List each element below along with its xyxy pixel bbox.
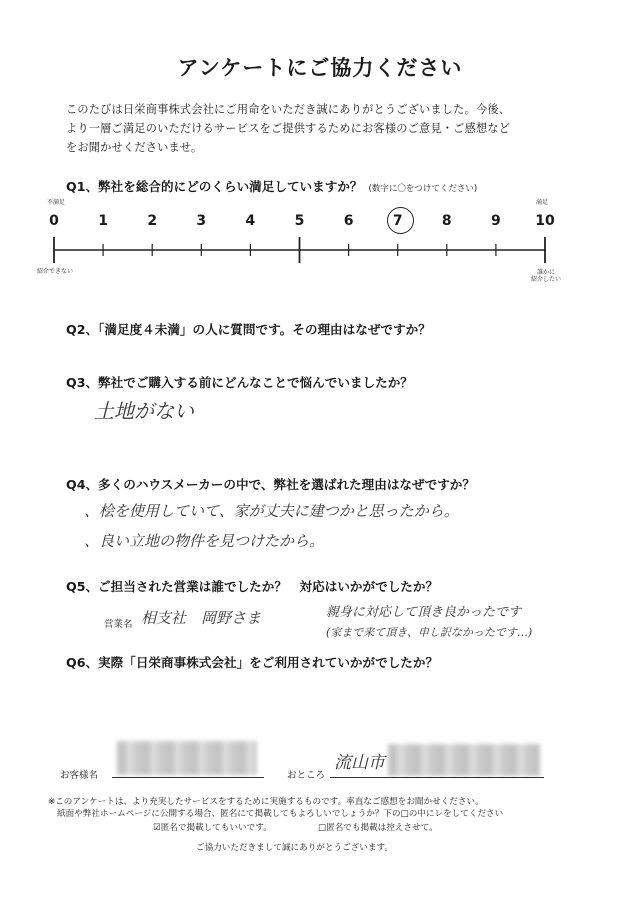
question-6-text: Q6、実際「日栄商事株式会社」をご利用されていかがでしたか？ [66, 655, 439, 670]
anonymous-no-option: □匿名でも掲載は控えさせて。 [318, 823, 438, 833]
scale-number: 10 [535, 213, 555, 229]
question-4-answer: 、良い立地の物件を見つけたから。 [84, 532, 325, 550]
response-answer: 親身に対応して頂き良かったです [326, 605, 522, 620]
customer-name-label: お客様名 [60, 770, 99, 781]
sales-name-label: 営業名 [104, 619, 133, 630]
scale-label-max-top: 満足 [536, 199, 549, 206]
intro-text [66, 100, 566, 157]
scale-number: 7 [392, 213, 403, 229]
question-1-note: (数字に〇をつけてください) [368, 184, 478, 194]
response-answer: (家まで来て頂き、申し訳なかったです…) [326, 626, 533, 639]
intro-line: このたびは日栄商事株式会社にご用命をいただき誠にありがとうございました。今後、 [66, 103, 511, 116]
question-4-text: Q4、多くのハウスメーカーの中で、弊社を選ばれた理由はなぜですか？ [66, 477, 475, 492]
scale-number: 9 [491, 213, 501, 229]
question-5-text: Q5、ご担当された営業は誰でしたか？ 対応はいかがでしたか？ [66, 579, 439, 594]
scale-number: 4 [245, 213, 256, 229]
customer-name-underline [112, 777, 264, 778]
scale-number: 2 [147, 213, 158, 229]
scale-number: 1 [98, 213, 108, 229]
satisfaction-scale-line [0, 235, 640, 265]
footnote-line-1: ※このアンケートは、より充実したサービスをするために実施するものです。率直なご感想をお聞かせください。 [48, 797, 484, 807]
scale-number: 3 [196, 213, 207, 229]
footnote-line-2: 紙面や弊社ホームページに公開する場合、匿名にて掲載してもよろしいでしょうか？下の□の中にレをしてください [57, 809, 504, 819]
page-title: アンケートにご協力ください [177, 56, 463, 80]
question-1 [66, 176, 477, 195]
thanks-text: ご協力いただきまして誠にありがとうございます。 [196, 843, 393, 853]
scale-number: 6 [343, 213, 354, 229]
address-city: 流山市 [334, 753, 385, 773]
scale-label-min-top: 不満足 [47, 199, 66, 206]
scale-number: 0 [49, 213, 59, 229]
scale-number: 5 [294, 213, 305, 229]
question-3-answer: 土地がない [94, 399, 194, 423]
address-label: おところ [287, 770, 326, 781]
sales-name-answer: 相支社 岡野さま [141, 609, 262, 627]
question-1-text: Q1、弊社を総合的にどのくらい満足していますか？ [66, 179, 363, 194]
question-2-text: Q2、「満足度４未満」の人に質問です。その理由はなぜですか？ [66, 322, 431, 337]
intro-line: より一層ご満足のいただけるサービスをご提供するためにお客様のご意見・ご感想など [66, 122, 511, 135]
scale-label-max-bottom-line: 紹介したい [531, 276, 562, 283]
question-4-answer: 、桧を使用していて、家が丈夫に建つかと思ったから。 [84, 502, 459, 520]
question-3-text: Q3、弊社でご購入する前にどんなことで悩んでいましたか？ [66, 375, 413, 390]
address-underline [330, 777, 544, 778]
scale-label-min-bottom: 紹介できない [37, 268, 74, 275]
address-redacted [388, 744, 540, 776]
selected-circle-mark [387, 207, 414, 234]
customer-name-redacted [117, 741, 257, 775]
anonymous-ok-option: ☑匿名で掲載してもいいです。 [153, 823, 272, 833]
scale-number: 8 [441, 213, 452, 229]
intro-line: をお聞かせくださいませ。 [66, 141, 203, 154]
scale-label-max-bottom [531, 269, 561, 283]
scale-label-max-bottom-line: 誰かに [537, 269, 556, 276]
